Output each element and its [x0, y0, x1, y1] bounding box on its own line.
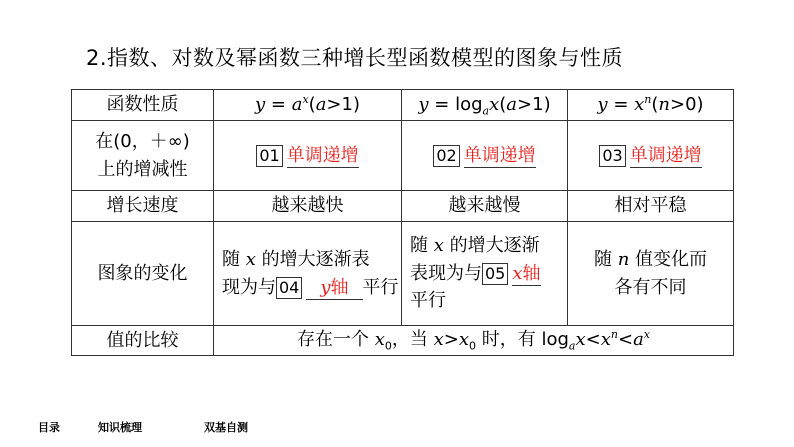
subscript: 0: [469, 339, 476, 353]
label-compare: 值的比较: [72, 326, 214, 356]
label-monotonic-line1: 在(0，＋∞): [95, 130, 190, 152]
variable-x: x: [600, 329, 611, 351]
graph-log-line1: [410, 232, 567, 260]
answer-05-var: x: [512, 262, 523, 284]
answer-04-text: 轴: [330, 276, 349, 298]
blank-number-02: 02: [433, 145, 459, 167]
graph-log-line2: [410, 260, 567, 288]
variable-n: n: [617, 248, 630, 270]
variable-x: x: [575, 329, 586, 351]
text-fragment: 随: [222, 248, 246, 270]
cell-graph-power: [568, 222, 734, 326]
log-base: a: [568, 339, 576, 353]
header-property: 函数性质: [72, 90, 214, 121]
operator: <: [617, 329, 634, 351]
operator: >: [443, 329, 459, 351]
text-fragment: 的增大逐渐: [443, 234, 540, 256]
table-row-compare: [72, 326, 734, 356]
nav-selftest-link[interactable]: 双基自测: [204, 421, 248, 434]
variable-x0: x: [374, 329, 385, 351]
text-fragment: 随: [593, 248, 618, 270]
cell-monotonic-exp: [214, 121, 402, 191]
answer-04-var: y: [320, 276, 331, 298]
text-fragment: ，当: [391, 329, 434, 351]
operator: <: [585, 329, 601, 351]
exponent-n: n: [610, 328, 618, 342]
text-fragment: 平行: [362, 276, 399, 298]
variable-x: x: [245, 248, 256, 270]
answer-05-text: 轴: [522, 262, 541, 284]
text-fragment: 存在一个: [296, 329, 375, 351]
graph-power-line2: 各有不同: [614, 276, 687, 298]
answer-01: 单调递增: [286, 144, 359, 166]
graph-power-line1: [568, 246, 733, 274]
cell-growth-power: 相对平稳: [568, 191, 734, 222]
cell-graph-exp: [214, 222, 402, 326]
cell-monotonic-power: [568, 121, 734, 191]
blank-number-05: 05: [482, 263, 508, 285]
graph-log-line3: 平行: [410, 290, 446, 312]
answer-04: [306, 277, 362, 300]
properties-table: [71, 89, 734, 356]
nav-catalog-link[interactable]: 目录: [38, 421, 60, 434]
table-header-row: [72, 90, 734, 121]
text-fragment: 表现为与: [410, 262, 482, 284]
blank-number-03: 03: [599, 145, 625, 167]
label-monotonic: [72, 121, 214, 191]
cell-monotonic-log: [402, 121, 568, 191]
label-graph: 图象的变化: [72, 222, 214, 326]
text-fragment: 值变化而: [629, 248, 708, 270]
exponent-x: x: [643, 328, 651, 342]
graph-exp-line2: [222, 274, 401, 302]
label-growth: 增长速度: [72, 191, 214, 222]
graph-exp-line1: [222, 246, 401, 274]
label-monotonic-line2: 上的增减性: [97, 158, 188, 180]
cell-growth-exp: 越来越快: [214, 191, 402, 222]
text-fragment: 随: [410, 234, 434, 256]
variable-a: a: [633, 329, 644, 351]
text-fragment: 现为与: [222, 276, 276, 298]
blank-number-01: 01: [256, 145, 282, 167]
cell-compare: [214, 326, 734, 356]
text-fragment: 的增大逐渐表: [255, 248, 370, 270]
blank-number-04: 04: [276, 277, 302, 299]
answer-05: [512, 263, 540, 286]
cell-graph-log: [402, 222, 568, 326]
header-power: $y = x^n(n>0)$: [568, 90, 734, 121]
answer-03: 单调递增: [629, 144, 702, 166]
variable-x: x: [433, 329, 444, 351]
table-row-monotonic: [72, 121, 734, 191]
variable-x0: x: [458, 329, 469, 351]
header-logarithmic: $y = \log_ax(a>1)$: [402, 90, 568, 121]
header-exponential: $y = a^x(a>1)$: [214, 90, 402, 121]
cell-growth-log: 越来越慢: [402, 191, 568, 222]
subscript: 0: [384, 339, 392, 353]
variable-x: x: [433, 234, 444, 256]
text-fragment: 时，有: [476, 329, 542, 351]
answer-02: 单调递增: [463, 144, 536, 166]
log-symbol: log: [541, 329, 569, 351]
table-row-growth: [72, 191, 734, 222]
table-row-graph: [72, 222, 734, 326]
nav-knowledge-link[interactable]: 知识梳理: [98, 421, 142, 434]
section-title: 2.指数、对数及幂函数三种增长型函数模型的图象与性质: [86, 46, 624, 70]
